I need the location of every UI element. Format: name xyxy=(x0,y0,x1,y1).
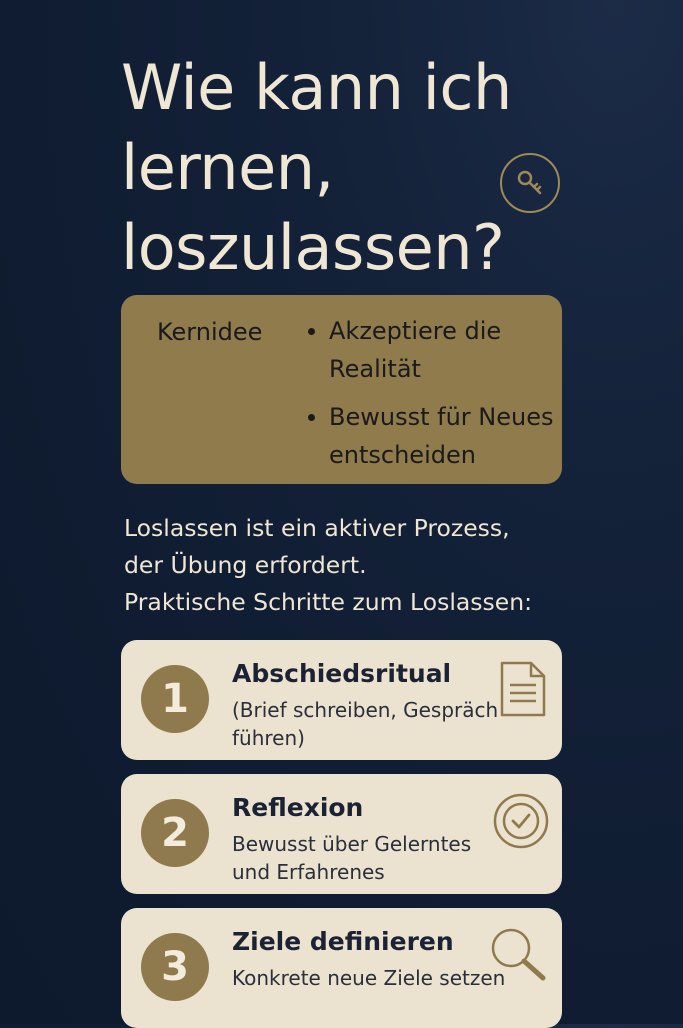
step-card-2 xyxy=(121,774,562,894)
step-number-badge: 3 xyxy=(141,933,209,1001)
core-idea-point-text: Akzeptiere die Realität xyxy=(329,317,502,383)
bullet-dot xyxy=(308,414,315,421)
key-badge xyxy=(500,153,560,213)
step-description: (Brief schreiben, Gespräch führen) xyxy=(232,698,499,750)
core-idea-list xyxy=(308,312,569,484)
title-line-3: loszulassen? xyxy=(121,211,505,284)
step-title: Reflexion xyxy=(232,793,364,822)
check-circle-icon xyxy=(492,792,550,850)
step-description: Konkrete neue Ziele setzen xyxy=(232,966,506,990)
step-number-badge: 1 xyxy=(141,665,209,733)
page-title xyxy=(121,48,541,288)
step-description: Bewusst über Gelerntes und Erfahrenes xyxy=(232,832,472,884)
core-idea-point-text: Bewusst für Neues entscheiden xyxy=(329,403,554,469)
step-card-1 xyxy=(121,640,562,760)
core-idea-label: Kernidee xyxy=(157,318,263,346)
intro-line-1: Loslassen ist ein aktiver Prozess, xyxy=(124,514,510,542)
step-title: Abschiedsritual xyxy=(232,659,452,688)
title-line-1: Wie kann ich xyxy=(121,51,512,124)
intro-line-2: der Übung erfordert. xyxy=(124,551,367,579)
magnifier-icon xyxy=(487,924,549,984)
step-card-3 xyxy=(121,908,562,1028)
key-icon xyxy=(514,167,546,199)
intro-text xyxy=(124,510,644,621)
step-title: Ziele definieren xyxy=(232,927,454,956)
step-number-badge: 2 xyxy=(141,799,209,867)
core-idea-card xyxy=(121,295,562,484)
intro-line-3: Praktische Schritte zum Loslassen: xyxy=(124,588,533,616)
document-icon xyxy=(499,660,547,718)
core-idea-point xyxy=(308,312,569,388)
bullet-dot xyxy=(308,328,315,335)
title-line-2: lernen, xyxy=(121,131,334,204)
core-idea-point xyxy=(308,398,569,474)
